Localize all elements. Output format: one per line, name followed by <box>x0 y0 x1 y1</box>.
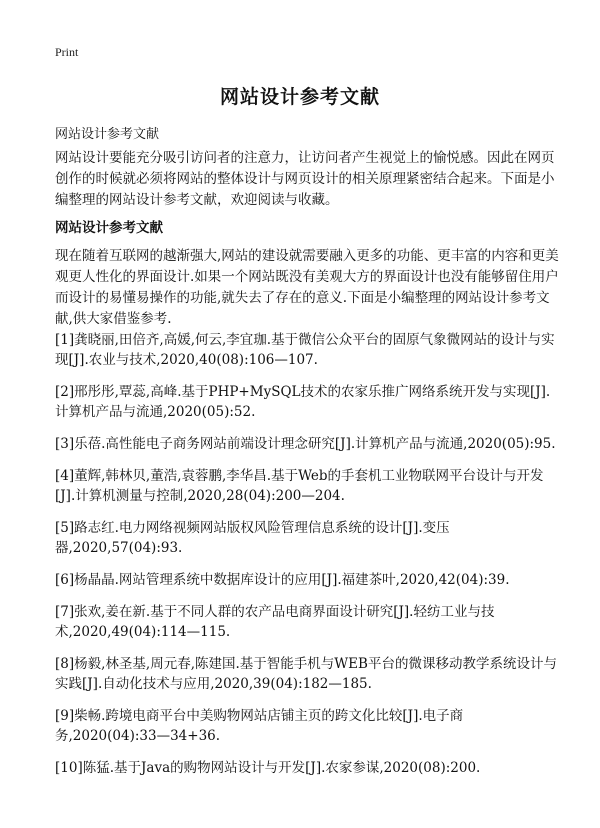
reference-item: [4]董辉,韩林贝,董浩,袁蓉鹏,李华昌.基于Web的手套机工业物联网平台设计与开发[J].计算机测量与控制,2020,28(04):200—204. <box>55 468 544 504</box>
intro-paragraph: 网站设计要能充分吸引访问者的注意力，让访问者产生视觉上的愉悦感。因此在网页创作的时候就必须将网站的整体设计与网页设计的相关原理紧密结合起来。下面是小编整理的网站设计参考文献，欢迎阅读与收藏。 <box>55 150 555 208</box>
page-title: 网站设计参考文献 <box>219 86 380 108</box>
reference-item: [7]张欢,姜在新.基于不同人群的农产品电商界面设计研究[J].轻纺工业与技术,2020,49(04):114—115. <box>55 604 495 640</box>
reference-item: [10]陈猛.基于Java的购物网站设计与开发[J].农家参谋,2020(08):200. <box>55 760 481 776</box>
section-heading: 网站设计参考文献 <box>55 220 163 236</box>
reference-item: [2]邢彤彤,覃蕊,高峰.基于PHP+MySQL技术的农家乐推广网络系统开发与实现[J].计算机产品与流通,2020(05):52. <box>55 384 551 420</box>
reference-item: [3]乐蓓.高性能电子商务网站前端设计理念研究[J].计算机产品与流通,2020(05):95. <box>55 436 556 452</box>
reference-item: [9]柴畅.跨境电商平台中美购物网站店铺主页的跨文化比较[J].电子商务,2020(04):33—34+36. <box>55 708 464 744</box>
reference-item: [8]杨毅,林圣基,周元春,陈建国.基于智能手机与WEB平台的微课移动教学系统设计与实践[J].自动化技术与应用,2020,39(04):182—185. <box>55 656 557 692</box>
body-paragraph: 现在随着互联网的越渐强大,网站的建设就需要融入更多的功能、更丰富的内容和更美观更人性化的界面设计.如果一个网站既没有美观大方的界面设计也没有能够留住用户而设计的易懂易操作的功能,就失去了存在的意义.下面是小编整理的网站设计参考文献,供大家借鉴参考. <box>55 248 559 327</box>
reference-item: [5]路志红.电力网络视频网站版权风险管理信息系统的设计[J].变压器,2020,57(04):93. <box>55 520 450 556</box>
reference-item: [6]杨晶晶.网站管理系统中数据库设计的应用[J].福建茶叶,2020,42(04):39. <box>55 572 510 588</box>
reference-item: [1]龚晓丽,田倍齐,高媛,何云,李宜珈.基于微信公众平台的固原气象微网站的设计与实现[J].农业与技术,2020,40(08):106—107. <box>55 332 555 368</box>
page-subtitle: 网站设计参考文献 <box>55 127 160 142</box>
print-link[interactable]: Print <box>55 45 79 59</box>
reference-list <box>55 330 562 790</box>
